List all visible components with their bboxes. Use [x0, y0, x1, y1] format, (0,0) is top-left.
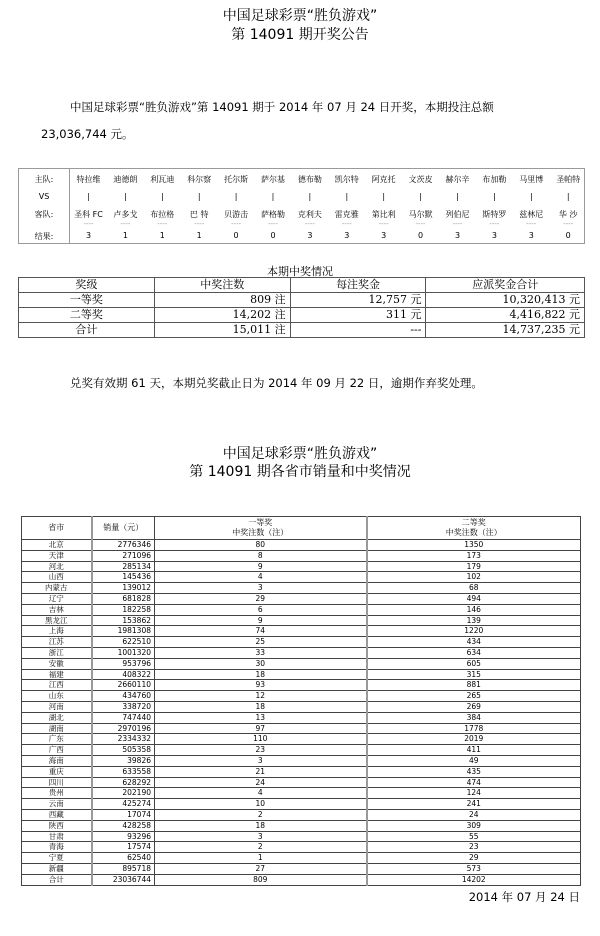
second-prize-count: 309 [367, 820, 581, 831]
home-team: 文茨皮 [408, 175, 433, 184]
province-row [22, 572, 581, 583]
divider-dash: ---- [231, 220, 242, 228]
province-name: 云南 [22, 799, 92, 810]
province-name: 安徽 [22, 658, 92, 669]
announcement-title-line1: 中国足球彩票“胜负游戏” [222, 8, 378, 24]
prize-summary-table [18, 277, 585, 338]
province-row [22, 799, 581, 810]
vs-mark: | [160, 192, 164, 201]
province-row [22, 723, 581, 734]
match-column [439, 169, 476, 243]
province-sales: 2660110 [92, 680, 155, 691]
province-name: 内蒙古 [22, 583, 92, 594]
province-row [22, 777, 581, 788]
first-prize-count: 74 [155, 626, 367, 637]
province-sales-table [21, 516, 581, 886]
home-team: 赫尔辛 [445, 175, 470, 184]
home-team: 马里博 [519, 175, 544, 184]
header-per-prize: 每注奖金 [290, 278, 426, 293]
first-prize-count: 21 [155, 766, 367, 777]
prize-total: 4,416,822 元 [426, 308, 585, 323]
province-name: 甘肃 [22, 831, 92, 842]
vs-label: VS [38, 192, 50, 201]
province-sales: 271096 [92, 550, 155, 561]
first-prize-count: 2 [155, 809, 367, 820]
second-prize-count: 102 [367, 572, 581, 583]
vs-mark: | [234, 192, 238, 201]
home-team: 科尔察 [187, 175, 212, 184]
second-prize-count: 241 [367, 799, 581, 810]
second-prize-count: 55 [367, 831, 581, 842]
divider-dash: ---- [526, 220, 537, 228]
prize-per: --- [290, 323, 426, 338]
first-prize-count: 80 [155, 540, 367, 551]
province-row [22, 626, 581, 637]
province-sales: 153862 [92, 615, 155, 626]
province-row [22, 755, 581, 766]
province-name: 新疆 [22, 863, 92, 874]
divider-dash: ---- [157, 220, 168, 228]
first-prize-count: 4 [155, 572, 367, 583]
match-result: 3 [454, 231, 461, 240]
second-prize-count: 29 [367, 853, 581, 864]
province-sales: 622510 [92, 637, 155, 648]
second-prize-count: 435 [367, 766, 581, 777]
province-name: 陕西 [22, 820, 92, 831]
home-team: 凯尔特 [334, 175, 359, 184]
province-name: 西藏 [22, 809, 92, 820]
away-team: 克利夫 [297, 210, 322, 219]
province-row [22, 863, 581, 874]
match-result: 0 [418, 231, 424, 240]
match-results-table [18, 168, 585, 244]
province-header-row [22, 517, 581, 540]
away-team: 卢多戈 [113, 210, 138, 219]
province-row [22, 540, 581, 551]
prize-count: 15,011 注 [154, 323, 290, 338]
province-row [22, 680, 581, 691]
second-prize-count: 14202 [367, 874, 581, 885]
province-row [22, 615, 581, 626]
first-prize-count: 3 [155, 755, 367, 766]
province-row [22, 842, 581, 853]
home-team: 利瓦迪 [150, 175, 175, 184]
province-row [22, 734, 581, 745]
match-column [107, 169, 144, 243]
province-report-title-line1: 中国足球彩票“胜负游戏” [222, 446, 378, 462]
province-name: 山西 [22, 572, 92, 583]
province-row [22, 658, 581, 669]
away-team: 雷克雅 [334, 210, 359, 219]
away-team: 兹林尼 [519, 210, 544, 219]
province-sales: 2776346 [92, 540, 155, 551]
second-prize-count: 1220 [367, 626, 581, 637]
province-sales: 182258 [92, 604, 155, 615]
province-sales: 434760 [92, 691, 155, 702]
province-row [22, 874, 581, 885]
away-team-label: 客队: [34, 210, 54, 219]
home-team: 德布勒 [297, 175, 322, 184]
second-prize-count: 179 [367, 561, 581, 572]
province-name: 辽宁 [22, 593, 92, 604]
province-sales: 2334332 [92, 734, 155, 745]
first-prize-count: 30 [155, 658, 367, 669]
second-prize-count: 1778 [367, 723, 581, 734]
divider-dash: ---- [304, 220, 315, 228]
second-prize-count: 494 [367, 593, 581, 604]
match-result: 3 [491, 231, 497, 240]
header-count: 中奖注数 [154, 278, 290, 293]
province-row [22, 647, 581, 658]
vs-mark: | [566, 192, 570, 201]
header-sales: 销量（元） [92, 517, 155, 540]
province-sales: 428258 [92, 820, 155, 831]
away-team: 第比利 [371, 210, 396, 219]
first-prize-count: 18 [155, 669, 367, 680]
province-sales: 338720 [92, 701, 155, 712]
intro-text-line1: 中国足球彩票“胜负游戏”第 14091 期于 2014 年 07 月 24 日开奖，本期投注总额 [70, 100, 494, 114]
province-sales: 139012 [92, 583, 155, 594]
second-prize-count: 269 [367, 701, 581, 712]
province-name: 上海 [22, 626, 92, 637]
match-result: 1 [122, 231, 128, 240]
home-team-label: 主队: [34, 175, 54, 184]
province-row [22, 809, 581, 820]
match-column [255, 169, 292, 243]
first-prize-count: 18 [155, 701, 367, 712]
first-prize-count: 29 [155, 593, 367, 604]
province-name: 福建 [22, 669, 92, 680]
province-row [22, 593, 581, 604]
first-prize-count: 9 [155, 615, 367, 626]
announcement-title-line2: 第 14091 期开奖公告 [231, 27, 369, 43]
match-column [513, 169, 550, 243]
prize-summary-caption: 本期中奖情况 [267, 265, 333, 278]
province-sales: 17574 [92, 842, 155, 853]
province-name: 广西 [22, 745, 92, 756]
first-prize-count: 8 [155, 550, 367, 561]
province-row [22, 820, 581, 831]
second-prize-count: 173 [367, 550, 581, 561]
province-report-title-line2: 第 14091 期各省市销量和中奖情况 [189, 464, 411, 480]
province-name: 海南 [22, 755, 92, 766]
province-name: 湖南 [22, 723, 92, 734]
match-result: 3 [381, 231, 387, 240]
province-name: 重庆 [22, 766, 92, 777]
match-column [328, 169, 365, 243]
away-team: 列伯尼 [445, 210, 470, 219]
second-prize-count: 23 [367, 842, 581, 853]
second-prize-count: 605 [367, 658, 581, 669]
away-team: 巴 特 [189, 210, 209, 219]
home-team: 萨尔基 [261, 175, 285, 184]
province-name: 广东 [22, 734, 92, 745]
province-sales: 953796 [92, 658, 155, 669]
header-first-prize-line2: 中奖注数（注） [232, 528, 289, 537]
intro-text-line2: 23,036,744 元。 [41, 127, 134, 141]
away-team: 华 沙 [558, 210, 578, 219]
prize-row [19, 308, 585, 323]
second-prize-count: 24 [367, 809, 581, 820]
divider-dash: ---- [378, 220, 389, 228]
prize-per: 311 元 [290, 308, 426, 323]
match-column [550, 169, 587, 243]
home-team: 圣帕特 [556, 175, 581, 184]
province-row [22, 701, 581, 712]
first-prize-count: 18 [155, 820, 367, 831]
prize-total: 10,320,413 元 [426, 293, 585, 308]
province-row [22, 561, 581, 572]
province-sales: 425274 [92, 799, 155, 810]
province-sales: 2970196 [92, 723, 155, 734]
first-prize-count: 12 [155, 691, 367, 702]
second-prize-count: 315 [367, 669, 581, 680]
first-prize-count: 13 [155, 712, 367, 723]
vs-mark: | [382, 192, 386, 201]
province-name: 吉林 [22, 604, 92, 615]
home-team: 托尔斯 [224, 175, 249, 184]
vs-mark: | [308, 192, 312, 201]
prize-level: 一等奖 [19, 293, 155, 308]
vs-mark: | [87, 192, 90, 201]
second-prize-count: 146 [367, 604, 581, 615]
province-name: 天津 [22, 550, 92, 561]
report-date: 2014 年 07 月 24 日 [468, 890, 580, 904]
province-name: 黑龙江 [22, 615, 92, 626]
divider-dash: ---- [194, 220, 205, 228]
province-name: 青海 [22, 842, 92, 853]
match-result: 3 [344, 231, 350, 240]
divider-dash: ---- [563, 220, 574, 228]
second-prize-count: 124 [367, 788, 581, 799]
header-first-prize-line1: 一等奖 [248, 518, 273, 527]
match-column [218, 169, 255, 243]
prize-header-row [19, 278, 585, 293]
match-column [144, 169, 181, 243]
match-column [476, 169, 513, 243]
divider-dash: ---- [415, 220, 426, 228]
first-prize-count: 6 [155, 604, 367, 615]
header-first-prize [155, 517, 367, 540]
header-second-prize [367, 517, 581, 540]
province-name: 山东 [22, 691, 92, 702]
first-prize-count: 23 [155, 745, 367, 756]
first-prize-count: 9 [155, 561, 367, 572]
vs-mark: | [197, 192, 201, 201]
match-result: 0 [270, 231, 276, 240]
prize-per: 12,757 元 [290, 293, 426, 308]
match-column [291, 169, 328, 243]
match-result: 3 [528, 231, 534, 240]
match-column [402, 169, 439, 243]
province-name: 河南 [22, 701, 92, 712]
vs-mark: | [529, 192, 533, 201]
province-row [22, 583, 581, 594]
header-level: 奖级 [19, 278, 155, 293]
second-prize-count: 634 [367, 647, 581, 658]
province-sales: 62540 [92, 853, 155, 864]
first-prize-count: 3 [155, 583, 367, 594]
header-total: 应派奖金合计 [426, 278, 585, 293]
first-prize-count: 3 [155, 831, 367, 842]
prize-count: 809 注 [154, 293, 290, 308]
match-result: 1 [196, 231, 202, 240]
home-team: 阿克托 [371, 175, 396, 184]
second-prize-count: 474 [367, 777, 581, 788]
second-prize-count: 1350 [367, 540, 581, 551]
province-row [22, 691, 581, 702]
home-team: 迪德朗 [113, 175, 138, 184]
province-sales: 145436 [92, 572, 155, 583]
province-row [22, 712, 581, 723]
province-name: 江西 [22, 680, 92, 691]
home-team: 布加勒 [482, 175, 507, 184]
province-sales: 39826 [92, 755, 155, 766]
away-team: 布拉格 [150, 210, 175, 219]
match-column [181, 169, 218, 243]
second-prize-count: 881 [367, 680, 581, 691]
first-prize-count: 93 [155, 680, 367, 691]
province-sales: 17074 [92, 809, 155, 820]
divider-dash: ---- [452, 220, 463, 228]
divider-dash: ---- [83, 220, 94, 228]
vs-mark: | [124, 192, 127, 201]
prize-count: 14,202 注 [154, 308, 290, 323]
vs-mark: | [271, 192, 275, 201]
away-team: 圣科 FC [74, 210, 103, 219]
divider-dash: ---- [120, 220, 131, 228]
province-name: 合计 [22, 874, 92, 885]
match-result: 1 [159, 231, 165, 240]
divider-dash: ---- [267, 220, 279, 228]
province-row [22, 604, 581, 615]
province-sales: 1001320 [92, 647, 155, 658]
province-sales: 93296 [92, 831, 155, 842]
first-prize-count: 97 [155, 723, 367, 734]
divider-dash: ---- [341, 220, 352, 228]
province-sales: 408322 [92, 669, 155, 680]
match-result: 0 [565, 231, 571, 240]
province-name: 河北 [22, 561, 92, 572]
match-column [365, 169, 402, 243]
province-sales: 202190 [92, 788, 155, 799]
province-name: 江苏 [22, 637, 92, 648]
province-row [22, 766, 581, 777]
province-sales: 285134 [92, 561, 155, 572]
second-prize-count: 139 [367, 615, 581, 626]
first-prize-count: 1 [155, 853, 367, 864]
province-row [22, 831, 581, 842]
home-team: 特拉维 [76, 175, 101, 184]
province-sales: 633558 [92, 766, 155, 777]
province-sales: 1981308 [92, 626, 155, 637]
first-prize-count: 10 [155, 799, 367, 810]
header-second-prize-line2: 中奖注数（注） [445, 528, 502, 537]
second-prize-count: 573 [367, 863, 581, 874]
second-prize-count: 265 [367, 691, 581, 702]
province-sales: 628292 [92, 777, 155, 788]
second-prize-count: 384 [367, 712, 581, 723]
second-prize-count: 2019 [367, 734, 581, 745]
province-sales: 895718 [92, 863, 155, 874]
result-label: 结果: [34, 232, 54, 241]
province-row [22, 745, 581, 756]
first-prize-count: 27 [155, 863, 367, 874]
second-prize-count: 49 [367, 755, 581, 766]
province-name: 北京 [22, 540, 92, 551]
header-second-prize-line1: 二等奖 [461, 518, 486, 527]
first-prize-count: 4 [155, 788, 367, 799]
vs-mark: | [493, 192, 496, 201]
province-name: 四川 [22, 777, 92, 788]
claim-notice: 兑奖有效期 61 天，本期兑奖截止日为 2014 年 09 月 22 日，逾期作弃奖处理。 [70, 376, 483, 390]
match-column [70, 169, 107, 243]
second-prize-count: 434 [367, 637, 581, 648]
first-prize-count: 110 [155, 734, 367, 745]
second-prize-count: 411 [367, 745, 581, 756]
second-prize-count: 68 [367, 583, 581, 594]
province-row [22, 853, 581, 864]
province-sales: 505358 [92, 745, 155, 756]
province-name: 宁夏 [22, 853, 92, 864]
province-name: 湖北 [22, 712, 92, 723]
province-row [22, 550, 581, 561]
divider-dash: ---- [489, 220, 500, 228]
first-prize-count: 33 [155, 647, 367, 658]
first-prize-count: 2 [155, 842, 367, 853]
first-prize-count: 25 [155, 637, 367, 648]
province-name: 贵州 [22, 788, 92, 799]
province-name: 浙江 [22, 647, 92, 658]
vs-mark: | [419, 192, 422, 201]
away-team: 贝游击 [224, 210, 249, 219]
province-sales: 23036744 [92, 874, 155, 885]
away-team: 斯特罗 [482, 210, 507, 219]
province-row [22, 669, 581, 680]
vs-mark: | [345, 192, 349, 201]
province-sales: 681828 [92, 593, 155, 604]
prize-level: 二等奖 [19, 308, 155, 323]
prize-row [19, 323, 585, 338]
province-row [22, 637, 581, 648]
first-prize-count: 24 [155, 777, 367, 788]
first-prize-count: 809 [155, 874, 367, 885]
province-sales: 747440 [92, 712, 155, 723]
away-team: 萨格勒 [261, 210, 285, 219]
prize-level: 合计 [19, 323, 155, 338]
vs-mark: | [456, 192, 459, 201]
prize-total: 14,737,235 元 [426, 323, 585, 338]
match-row-labels [19, 169, 70, 243]
header-province: 省市 [22, 517, 92, 540]
match-result: 3 [85, 231, 92, 240]
away-team: 马尔默 [408, 210, 433, 219]
match-result: 3 [307, 231, 313, 240]
prize-row [19, 293, 585, 308]
match-result: 0 [233, 231, 239, 240]
province-row [22, 788, 581, 799]
